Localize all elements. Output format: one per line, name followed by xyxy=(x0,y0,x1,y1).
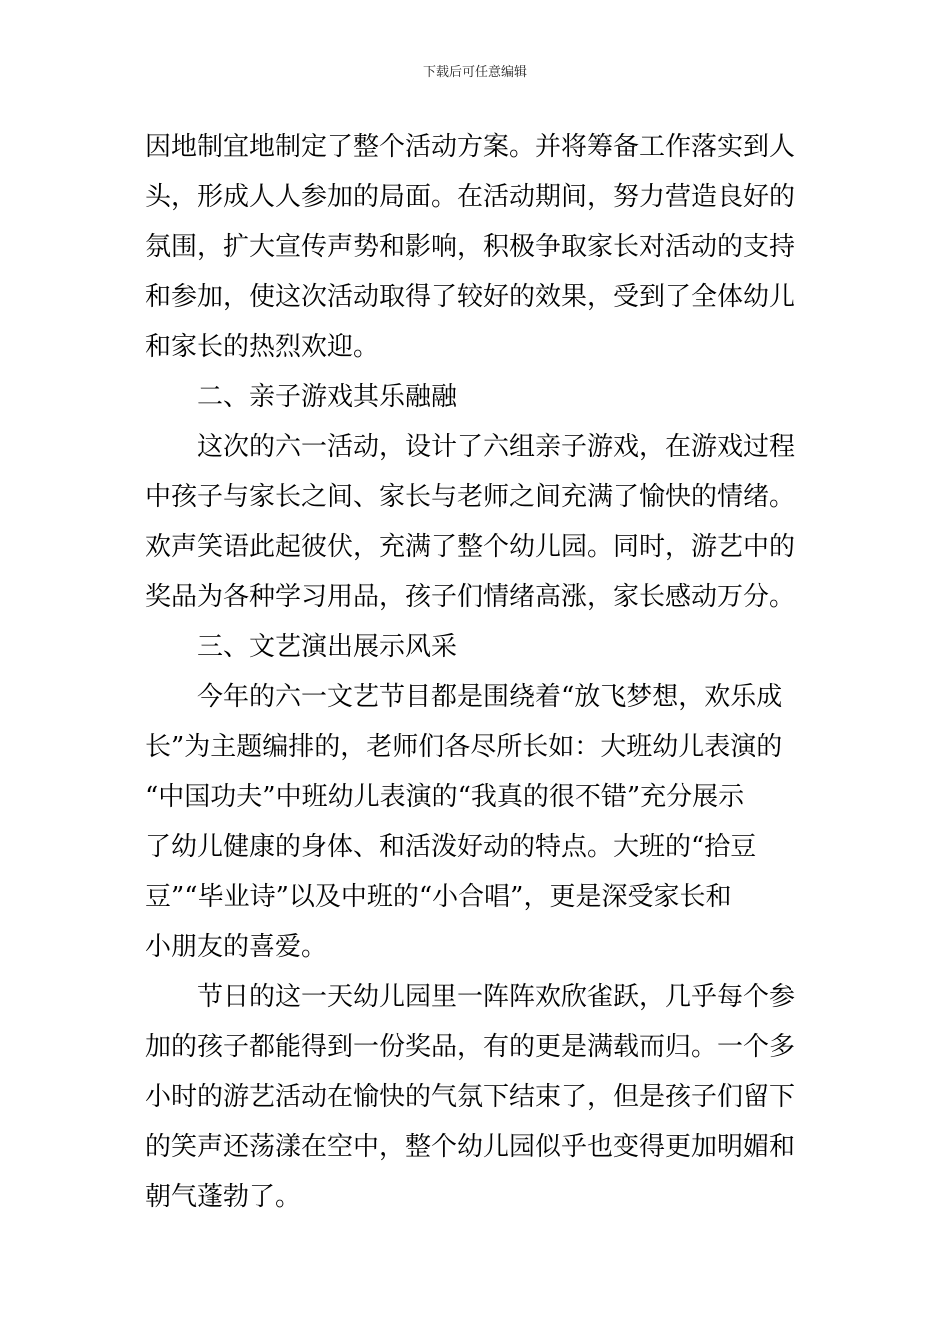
text-line: 中孩子与家长之间、家长与老师之间充满了愉快的情绪。 xyxy=(145,482,796,512)
text-line: 的笑声还荡漾在空中，整个幼儿园似乎也变得更加明媚和 xyxy=(145,1132,796,1162)
text-line: 和家长的热烈欢迎。 xyxy=(145,332,380,362)
text-line: 加的孩子都能得到一份奖品，有的更是满载而归。一个多 xyxy=(145,1032,796,1062)
text-line: 小时的游艺活动在愉快的气氛下结束了，但是孩子们留下 xyxy=(145,1082,796,1112)
text-line: 小朋友的喜爱。 xyxy=(145,932,328,962)
text-line: 和参加，使这次活动取得了较好的效果，受到了全体幼儿 xyxy=(145,282,796,312)
page-header: 下载后可任意编辑 xyxy=(422,65,527,80)
text-line: 今年的六一文艺节目都是围绕着“放飞梦想，欢乐成 xyxy=(197,682,783,712)
text-line: 节日的这一天幼儿园里一阵阵欢欣雀跃，几乎每个参 xyxy=(197,982,796,1012)
text-line: 这次的六一活动，设计了六组亲子游戏，在游戏过程 xyxy=(197,432,796,462)
text-line: 欢声笑语此起彼伏，充满了整个幼儿园。同时，游艺中的 xyxy=(145,532,796,562)
text-line: 长”为主题编排的，老师们各尽所长如：大班幼儿表演的 xyxy=(145,732,783,762)
section-heading: 二、亲子游戏其乐融融 xyxy=(197,382,458,412)
text-line: 头，形成人人参加的局面。在活动期间，努力营造良好的 xyxy=(145,182,796,212)
text-line: 氛围，扩大宣传声势和影响，积极争取家长对活动的支持 xyxy=(145,232,796,262)
text-line: 朝气蓬勃了。 xyxy=(145,1182,302,1212)
text-line: 奖品为各种学习用品，孩子们情绪高涨，家长感动万分。 xyxy=(145,582,796,612)
section-heading: 三、文艺演出展示风采 xyxy=(197,632,458,662)
text-line: 因地制宜地制定了整个活动方案。并将筹备工作落实到人 xyxy=(145,132,796,162)
text-line: 豆”“毕业诗”以及中班的“小合唱”，更是深受家长和 xyxy=(145,882,732,912)
text-line: 了幼儿健康的身体、和活泼好动的特点。大班的“拾豆 xyxy=(145,832,757,862)
text-line: “中国功夫”中班幼儿表演的“我真的很不错”充分展示 xyxy=(145,782,745,812)
